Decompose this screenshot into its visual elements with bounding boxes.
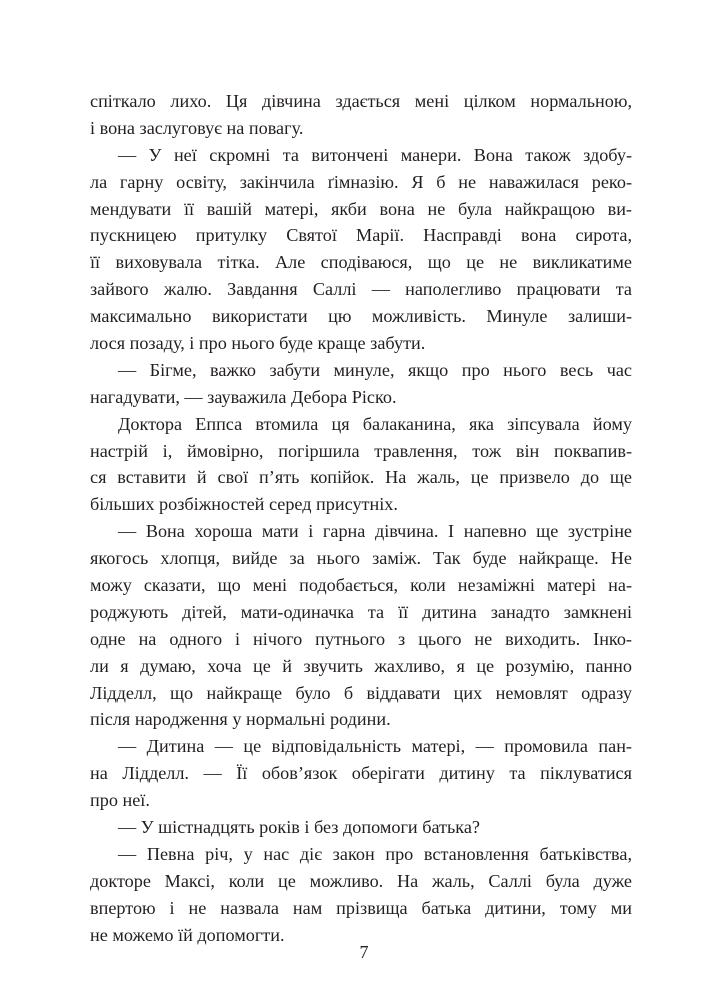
text-line: докторе Максі, коли це можливо. На жаль, Саллі була дуже bbox=[90, 870, 632, 891]
paragraph bbox=[90, 814, 632, 841]
text-line: Доктора Еппса втомила ця балаканина, яка зіпсувала йому bbox=[118, 413, 632, 434]
text-line: ла гарну освіту, закінчила ґімназію. Я б не наважилася реко- bbox=[90, 171, 632, 192]
text-line: спіткало лихо. Ця дівчина здається мені цілком нормальною, bbox=[90, 91, 632, 111]
paragraph bbox=[90, 518, 632, 733]
text-line: ся вставити й свої п’ять копійок. На жаль, це призвело до ще bbox=[90, 467, 632, 488]
text-line: — Вона хороша мати і гарна дівчина. І напевно ще зустріне bbox=[118, 521, 632, 542]
paragraph bbox=[90, 411, 632, 519]
paragraph bbox=[90, 733, 632, 814]
text-line: Лідделл, що найкраще було б віддавати цих немовлят одразу bbox=[90, 682, 632, 703]
text-line: настрій і, ймовірно, погіршила травлення, тож він поквапив- bbox=[90, 440, 632, 461]
page-body bbox=[90, 88, 632, 949]
text-line: про неї. bbox=[90, 790, 150, 811]
text-line: лося позаду, і про нього буде краще забути. bbox=[90, 333, 426, 354]
text-line: після народження у нормальні родини. bbox=[90, 709, 391, 730]
text-line: і вона заслуговує на повагу. bbox=[90, 117, 304, 138]
text-line: роджують дітей, мати-одиначка та її дитина занадто замкнені bbox=[90, 601, 632, 622]
text-line: зайвого жалю. Завдання Саллі — наполегливо працювати та bbox=[90, 279, 632, 300]
paragraph bbox=[90, 357, 632, 411]
paragraph bbox=[90, 88, 632, 142]
text-line: її виховувала тітка. Але сподіваюся, що це не викликатиме bbox=[90, 252, 632, 273]
text-line: на Лідделл. — Її обов’язок оберігати дитину та піклуватися bbox=[90, 763, 632, 784]
text-line: якогось хлопця, вийде за нього заміж. Так буде найкраще. Не bbox=[90, 548, 632, 569]
text-line: пускницею притулку Святої Марії. Насправді вона сирота, bbox=[90, 225, 632, 246]
text-line: мендувати її вашій матері, якби вона не була найкращою ви- bbox=[90, 198, 632, 219]
text-line: впертою і не назвала нам прізвища батька дитини, тому ми bbox=[90, 897, 632, 918]
text-line: можу сказати, що мені подобається, коли незаміжні матері на- bbox=[90, 575, 632, 596]
text-line: — Дитина — це відповідальність матері, — промовила пан- bbox=[118, 736, 632, 757]
paragraph bbox=[90, 142, 632, 357]
paragraph bbox=[90, 841, 632, 949]
text-line: не можемо їй допомогти. bbox=[90, 924, 285, 945]
page-number: 7 bbox=[359, 942, 369, 962]
text-line: одне на одного і нічого путнього з цього не виходить. Інко- bbox=[90, 628, 632, 649]
text-line: нагадувати, — зауважила Дебора Ріско. bbox=[90, 386, 397, 407]
text-line: — Певна річ, у нас діє закон про встановлення батьківства, bbox=[118, 843, 632, 864]
text-line: максимально використати цю можливість. Минуле залиши- bbox=[90, 306, 632, 327]
text-line: ли я думаю, хоча це й звучить жахливо, я це розумію, панно bbox=[90, 655, 632, 676]
text-line: — У шістнадцять років і без допомоги батька? bbox=[118, 817, 481, 838]
text-line: — У неї скромні та витончені манери. Вона також здобу- bbox=[118, 144, 632, 165]
text-line: більших розбіжностей серед присутніх. bbox=[90, 494, 398, 515]
text-line: — Бігме, важко забути минуле, якщо про нього весь час bbox=[118, 359, 632, 380]
